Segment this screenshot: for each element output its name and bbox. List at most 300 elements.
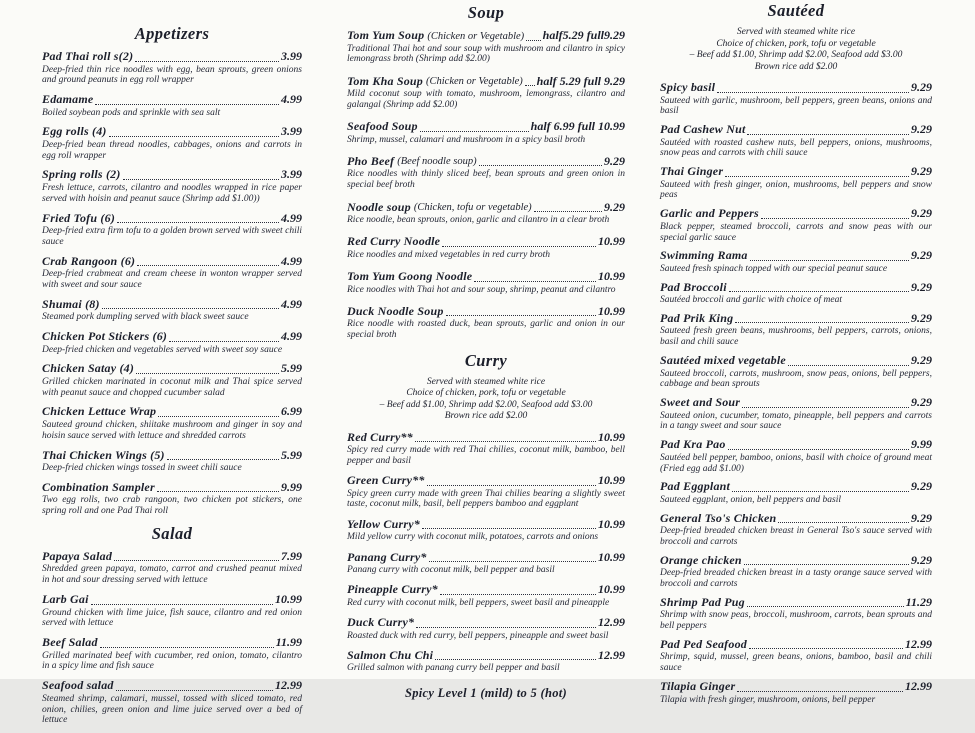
dotted-leader bbox=[427, 485, 596, 486]
menu-item bbox=[347, 75, 625, 111]
item-price: 9.29 bbox=[911, 248, 932, 263]
item-description: Sautéed with roasted cashew nuts, bell peppers, onions, mushrooms, snow peas and carrots with chili sauce bbox=[660, 137, 932, 159]
menu-section-soup bbox=[347, 3, 625, 341]
item-description: Grilled marinated beef with cucumber, red onion, tomato, cilantro in a spicy lime and fish sauce bbox=[42, 650, 302, 672]
dotted-leader bbox=[158, 416, 279, 417]
item-name: Pad Cashew Nut bbox=[660, 122, 746, 137]
item-price: 4.99 bbox=[281, 210, 302, 225]
dotted-leader bbox=[729, 291, 909, 292]
menu-item bbox=[347, 431, 625, 467]
section-intro-line: Brown rice add $2.00 bbox=[754, 61, 838, 72]
dotted-leader bbox=[167, 459, 279, 460]
section-intro-line: – Beef add $1.00, Shrimp add $2.00, Seafood add $3.00 bbox=[689, 50, 903, 60]
menu-section-salad bbox=[42, 524, 302, 726]
menu-item bbox=[42, 255, 302, 291]
item-line bbox=[42, 362, 302, 376]
item-name: Spicy basil bbox=[660, 80, 716, 94]
item-line bbox=[660, 354, 932, 368]
item-description: Steamed pork dumpling served with black sweet sauce bbox=[42, 312, 249, 323]
item-name: Papaya Salad bbox=[42, 548, 113, 563]
section-items bbox=[660, 81, 932, 705]
item-line bbox=[347, 583, 625, 597]
dotted-leader bbox=[788, 365, 909, 366]
menu-item bbox=[42, 212, 302, 248]
item-name: Red Curry Noodle bbox=[347, 234, 441, 249]
menu-item bbox=[42, 50, 302, 86]
dotted-leader bbox=[732, 491, 909, 492]
item-description: Boiled soybean pods and sprinkle with sea salt bbox=[42, 107, 221, 118]
item-price: 9.29 bbox=[911, 552, 932, 567]
item-description: Deep-fried extra firm tofu to a golden brown served with sweet chili sauce bbox=[42, 226, 302, 247]
dotted-leader bbox=[440, 594, 596, 595]
item-description: Fresh lettuce, carrots, cilantro and noodles wrapped in rice paper served with hoisin and peanut sauce (Shrimp add $1.00)) bbox=[42, 182, 302, 204]
item-name: Chicken Lettuce Wrap bbox=[42, 404, 157, 419]
item-price: 9.29 bbox=[911, 353, 932, 368]
item-price: 9.29 bbox=[911, 279, 932, 294]
dotted-leader bbox=[750, 260, 909, 261]
item-description: Shrimp with snow peas, broccoli, mushroom, carrots, bean sprouts and bell peppers bbox=[660, 610, 932, 632]
item-price: 12.99 bbox=[275, 678, 302, 693]
dotted-leader bbox=[116, 690, 273, 691]
item-description: Rice noodle with roasted duck, bean sprouts, garlic and onion in our special broth bbox=[347, 319, 625, 341]
item-price: 12.99 bbox=[905, 636, 932, 651]
menu-item bbox=[660, 81, 932, 117]
item-line bbox=[660, 81, 932, 95]
item-name: Thai Ginger bbox=[660, 164, 724, 179]
item-name: Chicken Satay (4) bbox=[42, 361, 135, 376]
item-price: 4.99 bbox=[281, 253, 302, 268]
menu-item bbox=[660, 312, 932, 348]
item-price: 4.99 bbox=[281, 296, 302, 311]
dotted-leader bbox=[95, 104, 279, 105]
item-line bbox=[42, 405, 302, 419]
section-intro bbox=[660, 27, 932, 73]
dotted-leader bbox=[169, 341, 279, 342]
item-line bbox=[347, 649, 625, 663]
menu-section-saut-ed bbox=[660, 1, 932, 705]
item-name: Tilapia Ginger bbox=[660, 679, 736, 694]
item-name: Tom Yum Goong Noodle bbox=[347, 269, 473, 284]
spicy-level-note: Spicy Level 1 (mild) to 5 (hot) bbox=[404, 686, 568, 701]
dotted-leader bbox=[102, 308, 279, 309]
dotted-leader bbox=[534, 211, 602, 212]
section-items bbox=[42, 50, 302, 517]
item-line bbox=[42, 125, 302, 139]
item-description: Deep-fried chicken and vegetables served with sweet soy sauce bbox=[42, 344, 283, 355]
dotted-leader bbox=[114, 560, 279, 561]
item-name: Swimming Rama bbox=[660, 248, 748, 263]
menu-item bbox=[347, 120, 625, 145]
item-line bbox=[660, 638, 932, 652]
item-line bbox=[42, 550, 302, 564]
dotted-leader bbox=[415, 441, 596, 442]
item-description: Steamed shrimp, calamari, mussel, tossed with sliced tomato, red onion, chilies, green onion and lime juice served over a bed of lettuce bbox=[42, 693, 302, 726]
item-variant: (Chicken, tofu or vegetable) bbox=[413, 202, 532, 214]
item-line bbox=[42, 255, 302, 269]
item-description: Mild coconut soup with tomato, mushroom, lemongrass, cilantro and galangal (Shrimp add $2.00) bbox=[347, 89, 625, 110]
item-line bbox=[42, 298, 302, 312]
item-price: 11.29 bbox=[905, 594, 932, 609]
item-description: Grilled salmon with panang curry bell pepper and basil bbox=[347, 663, 560, 674]
item-name: Shumai (8) bbox=[42, 296, 100, 311]
menu-column-middle bbox=[347, 0, 625, 701]
section-items bbox=[347, 29, 625, 341]
item-price: 6.99 bbox=[281, 404, 302, 419]
item-price: half 5.29 full 9.29 bbox=[536, 73, 625, 88]
item-name: Edamame bbox=[42, 92, 94, 107]
menu-item bbox=[347, 474, 625, 510]
item-description: Deep-fried thin rice noodles with egg, bean sprouts, green onions and ground peanuts in egg roll wrapper bbox=[42, 64, 302, 86]
menu-item bbox=[660, 638, 932, 674]
item-line bbox=[347, 305, 625, 319]
item-name: Panang Curry* bbox=[347, 549, 427, 564]
item-description: Red curry with coconut milk, bell peppers, sweet basil and pineapple bbox=[347, 597, 610, 608]
section-title: Salad bbox=[151, 523, 193, 543]
item-description: Rice noodle, bean sprouts, onion, garlic and cilantro in a clear broth bbox=[347, 215, 610, 226]
menu-item bbox=[660, 123, 932, 159]
item-price: 10.99 bbox=[598, 516, 625, 531]
item-description: Spicy green curry made with green Thai chilies bearing a slightly sweet taste, coconut milk, basil, bell peppers bamboo and eggplant bbox=[347, 488, 625, 510]
item-line bbox=[347, 75, 625, 89]
item-price: 9.29 bbox=[911, 395, 932, 410]
dotted-leader bbox=[742, 407, 909, 408]
dotted-leader bbox=[109, 136, 279, 137]
item-line bbox=[660, 480, 932, 494]
item-price: 7.99 bbox=[281, 548, 302, 563]
item-description: Two egg rolls, two crab rangoon, two chicken pot stickers, one spring roll and one Pad Thai roll bbox=[42, 495, 302, 517]
item-name: Pad Eggplant bbox=[660, 479, 731, 494]
menu-item bbox=[347, 583, 625, 608]
menu-item bbox=[347, 201, 625, 226]
item-line bbox=[347, 120, 625, 134]
item-description: Black pepper, steamed broccoli, carrots and snow peas with our special garlic sauce bbox=[660, 221, 932, 243]
dotted-leader bbox=[749, 648, 903, 649]
menu-item bbox=[660, 396, 932, 432]
menu-item bbox=[347, 551, 625, 576]
item-price: half 6.99 full 10.99 bbox=[530, 119, 625, 134]
item-price: 10.99 bbox=[598, 429, 625, 444]
item-price: 3.99 bbox=[281, 49, 302, 63]
menu-section-appetizers bbox=[42, 24, 302, 517]
dotted-leader bbox=[117, 222, 279, 223]
menu-item bbox=[42, 550, 302, 586]
item-line bbox=[660, 596, 932, 610]
section-title: Sautéed bbox=[767, 1, 825, 20]
item-line bbox=[347, 518, 625, 532]
item-price: 12.99 bbox=[598, 615, 625, 630]
item-name: Seafood Soup bbox=[347, 119, 418, 134]
item-price: 9.29 bbox=[911, 164, 932, 179]
item-description: Sautéed broccoli and garlic with choice of meat bbox=[660, 295, 842, 306]
item-description: Sauteed with garlic, mushroom, bell peppers, green beans, onions and basil bbox=[660, 95, 932, 117]
item-line bbox=[347, 551, 625, 565]
item-price: 5.99 bbox=[281, 447, 302, 462]
section-intro-line: Choice of chicken, pork, tofu or vegetable bbox=[716, 38, 876, 49]
item-description: Roasted duck with red curry, bell peppers, pineapple and sweet basil bbox=[347, 630, 609, 641]
section-title: Appetizers bbox=[134, 24, 210, 43]
item-line bbox=[660, 165, 932, 179]
menu-item bbox=[42, 125, 302, 161]
item-name: Noodle soup bbox=[347, 199, 411, 214]
item-price: 3.99 bbox=[281, 167, 302, 182]
dotted-leader bbox=[157, 491, 279, 492]
item-line bbox=[660, 680, 932, 694]
menu-item bbox=[347, 649, 625, 674]
item-description: Shrimp, mussel, calamari and mushroom in a spicy basil broth bbox=[347, 134, 586, 145]
section-intro-line: Brown rice add $2.00 bbox=[444, 411, 528, 422]
item-line bbox=[42, 330, 302, 344]
item-price: 12.99 bbox=[598, 647, 625, 662]
item-description: Shrimp, squid, mussel, green beans, onions, bamboo, basil and chili sauce bbox=[660, 652, 932, 674]
item-name: Pad Broccoli bbox=[660, 279, 727, 294]
item-price: 9.29 bbox=[911, 310, 932, 325]
item-description: Sauteed fresh green beans, mushrooms, bell peppers, carrots, onions, basil and chili sauce bbox=[660, 326, 932, 348]
menu-item bbox=[660, 207, 932, 243]
item-description: Sautéed bell pepper, bamboo, onions, basil with choice of ground meat (Fried egg add $1.00) bbox=[660, 452, 932, 474]
item-price: 4.99 bbox=[281, 92, 302, 107]
dotted-leader bbox=[420, 131, 529, 132]
item-description: Ground chicken with lime juice, fish sauce, cilantro and red onion served with lettuce bbox=[42, 607, 302, 629]
item-name: Garlic and Peppers bbox=[660, 206, 759, 221]
item-price: 10.99 bbox=[598, 582, 625, 597]
item-name: Larb Gai bbox=[42, 592, 89, 607]
item-description: Rice noodles and mixed vegetables in red curry broth bbox=[347, 249, 550, 260]
menu-item bbox=[660, 165, 932, 201]
item-name: Yellow Curry* bbox=[347, 516, 420, 531]
menu-item bbox=[660, 438, 932, 474]
item-line bbox=[660, 438, 932, 452]
item-line bbox=[347, 201, 625, 215]
item-variant: (Chicken or Vegetable) bbox=[426, 76, 523, 88]
item-price: 9.29 bbox=[911, 479, 932, 494]
menu-column-left bbox=[42, 0, 302, 733]
item-description: Traditional Thai hot and sour soup with mushroom and cilantro in spicy lemongrass broth (Shrimp add $2.00) bbox=[347, 43, 625, 65]
item-name: Orange chicken bbox=[660, 552, 742, 567]
menu-item bbox=[660, 680, 932, 705]
item-line bbox=[42, 212, 302, 226]
item-name: Green Curry** bbox=[347, 473, 425, 488]
menu-item bbox=[42, 362, 302, 398]
item-description: Sauteed fresh spinach topped with our special peanut sauce bbox=[660, 263, 888, 274]
section-title: Curry bbox=[464, 350, 508, 370]
item-price: 10.99 bbox=[598, 234, 625, 249]
menu-item bbox=[42, 330, 302, 355]
item-name: Tom Kha Soup bbox=[347, 73, 423, 88]
menu-item bbox=[347, 270, 625, 295]
item-line bbox=[660, 312, 932, 326]
item-price: 9.29 bbox=[911, 206, 932, 221]
dotted-leader bbox=[737, 691, 903, 692]
item-description: Rice noodles with thinly sliced beef, bean sprouts and green onion in special beef broth bbox=[347, 169, 625, 191]
item-name: Sweet and Sour bbox=[660, 395, 741, 410]
item-description: Spicy red curry made with red Thai chilies, coconut milk, bamboo, bell pepper and basil bbox=[347, 445, 625, 466]
item-line bbox=[42, 481, 302, 495]
menu-item bbox=[347, 518, 625, 543]
item-line bbox=[347, 616, 625, 630]
section-items bbox=[347, 431, 625, 675]
dotted-leader bbox=[526, 40, 541, 41]
item-description: Mild yellow curry with coconut milk, potatoes, carrots and onions bbox=[347, 532, 599, 543]
item-line bbox=[42, 50, 302, 64]
menu-item bbox=[42, 298, 302, 323]
menu-column-right bbox=[660, 0, 932, 711]
item-line bbox=[660, 512, 932, 526]
dotted-leader bbox=[747, 606, 904, 607]
item-line bbox=[347, 155, 625, 169]
dotted-leader bbox=[725, 176, 909, 177]
item-name: Pad Prik King bbox=[660, 310, 734, 325]
dotted-leader bbox=[137, 265, 279, 266]
item-line bbox=[347, 29, 625, 43]
item-price: 10.99 bbox=[598, 473, 625, 488]
menu-item bbox=[42, 636, 302, 672]
item-price: 3.99 bbox=[281, 124, 302, 139]
item-line bbox=[660, 554, 932, 568]
item-name: Shrimp Pad Pug bbox=[660, 594, 745, 609]
item-price: 9.29 bbox=[911, 122, 932, 137]
item-price: 9.29 bbox=[911, 80, 932, 94]
dotted-leader bbox=[778, 522, 909, 523]
item-description: Sauteed onion, cucumber, tomato, pineapple, bell peppers and carrots in a tangy sweet and sour sauce bbox=[660, 410, 932, 432]
menu-item bbox=[42, 168, 302, 204]
item-description: Tilapia with fresh ginger, mushroom, onions, bell pepper bbox=[660, 694, 876, 705]
item-line bbox=[660, 396, 932, 410]
menu-item bbox=[42, 449, 302, 474]
item-name: Crab Rangoon (6) bbox=[42, 253, 136, 268]
section-intro-line: – Beef add $1.00, Shrimp add $2.00, Seafood add $3.00 bbox=[379, 399, 593, 410]
item-price: 5.99 bbox=[281, 361, 302, 376]
item-name: Red Curry** bbox=[347, 429, 413, 444]
menu-item bbox=[660, 249, 932, 274]
menu-item bbox=[660, 512, 932, 548]
item-description: Deep-fried breaded chicken breast in General Tso's sauce served with broccoli and carrots bbox=[660, 526, 932, 547]
item-name: General Tso's Chicken bbox=[660, 510, 777, 525]
item-name: Sautéed mixed vegetable bbox=[660, 353, 786, 368]
item-line bbox=[42, 449, 302, 463]
dotted-leader bbox=[91, 604, 273, 605]
item-description: Deep-fried chicken wings tossed in sweet chili sauce bbox=[42, 463, 242, 474]
item-name: Combination Sampler bbox=[42, 479, 155, 494]
item-description: Deep-fried crabmeat and cream cheese in wonton wrapper served with sweet and sour sauce bbox=[42, 269, 302, 290]
section-intro-line: Served with steamed white rice bbox=[736, 27, 856, 37]
item-description: Deep-fried breaded chicken breast in a tasty orange sauce served with broccoli and carrots bbox=[660, 568, 932, 590]
item-price: 10.99 bbox=[275, 592, 302, 607]
dotted-leader bbox=[136, 373, 279, 374]
item-description: Shredded green papaya, tomato, carrot and crushed peanut mixed in hot and sour dressing served with lettuce bbox=[42, 564, 302, 586]
menu-item bbox=[347, 616, 625, 641]
item-name: Egg rolls (4) bbox=[42, 124, 107, 139]
item-name: Pineapple Curry* bbox=[347, 582, 438, 597]
dotted-leader bbox=[422, 528, 596, 529]
item-description: Grilled chicken marinated in coconut milk and Thai spice served with peanut sauce and chopped cucumber salad bbox=[42, 376, 302, 398]
section-intro bbox=[347, 377, 625, 423]
menu-item bbox=[42, 593, 302, 629]
dotted-leader bbox=[761, 218, 909, 219]
item-line bbox=[660, 281, 932, 295]
dotted-leader bbox=[747, 134, 909, 135]
item-name: Fried Tofu (6) bbox=[42, 210, 116, 225]
item-price: 12.99 bbox=[905, 679, 932, 694]
menu-item bbox=[660, 480, 932, 505]
item-price: half5.29 full9.29 bbox=[542, 28, 625, 42]
item-variant: (Chicken or Vegetable) bbox=[427, 30, 525, 42]
item-line bbox=[660, 207, 932, 221]
item-name: Pad Kra Pao bbox=[660, 437, 726, 452]
item-line bbox=[42, 636, 302, 650]
item-description: Sauteed eggplant, onion, bell peppers and basil bbox=[660, 494, 842, 505]
item-name: Duck Curry* bbox=[347, 615, 415, 630]
item-price: 9.29 bbox=[911, 510, 932, 525]
dotted-leader bbox=[435, 659, 596, 660]
dotted-leader bbox=[442, 246, 596, 247]
menu-item bbox=[347, 155, 625, 191]
item-line bbox=[42, 679, 302, 693]
item-price: 10.99 bbox=[598, 303, 625, 318]
dotted-leader bbox=[474, 281, 596, 282]
dotted-leader bbox=[123, 179, 279, 180]
menu-item bbox=[660, 354, 932, 390]
dotted-leader bbox=[446, 315, 596, 316]
menu-item bbox=[42, 679, 302, 726]
item-name: Seafood salad bbox=[42, 678, 114, 693]
menu-item bbox=[42, 405, 302, 441]
item-name: Pad Ped Seafood bbox=[660, 636, 747, 651]
item-line bbox=[42, 593, 302, 607]
section-intro-line: Choice of chicken, pork, tofu or vegetable bbox=[406, 388, 566, 399]
dotted-leader bbox=[735, 322, 909, 323]
menu-item bbox=[660, 554, 932, 590]
item-name: Pho Beef bbox=[347, 153, 395, 168]
item-name: Tom Yum Soup bbox=[347, 28, 425, 42]
section-intro-line: Served with steamed white rice bbox=[426, 376, 546, 387]
dotted-leader bbox=[100, 647, 274, 648]
item-price: 9.29 bbox=[604, 153, 625, 168]
dotted-leader bbox=[416, 627, 596, 628]
menu-item bbox=[660, 281, 932, 306]
item-name: Salmon Chu Chi bbox=[347, 647, 434, 662]
item-description: Sauteed with fresh ginger, onion, mushrooms, bell peppers and snow peas bbox=[660, 179, 932, 201]
item-line bbox=[347, 270, 625, 284]
menu-item bbox=[347, 29, 625, 65]
item-line bbox=[660, 249, 932, 263]
item-variant: (Beef noodle soup) bbox=[397, 156, 477, 168]
menu-item bbox=[347, 235, 625, 260]
item-name: Beef Salad bbox=[42, 635, 98, 650]
item-price: 10.99 bbox=[598, 269, 625, 284]
item-price: 9.99 bbox=[911, 437, 932, 452]
item-name: Chicken Pot Stickers (6) bbox=[42, 329, 168, 344]
item-description: Sauteed broccoli, carrots, mushroom, snow peas, onions, bell peppers, cabbage and bean sprouts bbox=[660, 368, 932, 390]
item-line bbox=[347, 431, 625, 445]
item-price: 11.99 bbox=[275, 635, 302, 650]
item-description: Deep-fried bean thread noodles, cabbages, onions and carrots in egg roll wrapper bbox=[42, 139, 302, 161]
menu-item bbox=[660, 596, 932, 632]
menu-section-curry bbox=[347, 351, 625, 702]
item-price: 9.99 bbox=[281, 479, 302, 494]
menu-item bbox=[42, 481, 302, 517]
item-description: Sauteed ground chicken, shiitake mushroom and ginger in soy and hoisin sauce served with lettuce and shredded carrots bbox=[42, 419, 302, 441]
item-name: Duck Noodle Soup bbox=[347, 303, 444, 318]
dotted-leader bbox=[744, 564, 909, 565]
item-name: Thai Chicken Wings (5) bbox=[42, 447, 165, 462]
item-price: 10.99 bbox=[598, 549, 625, 564]
item-description: Rice noodles with Thai hot and sour soup, shrimp, peanut and cilantro bbox=[347, 284, 616, 295]
section-items bbox=[42, 550, 302, 726]
menu-item bbox=[347, 305, 625, 341]
dotted-leader bbox=[135, 61, 279, 62]
dotted-leader bbox=[728, 449, 909, 450]
dotted-leader bbox=[525, 85, 535, 86]
